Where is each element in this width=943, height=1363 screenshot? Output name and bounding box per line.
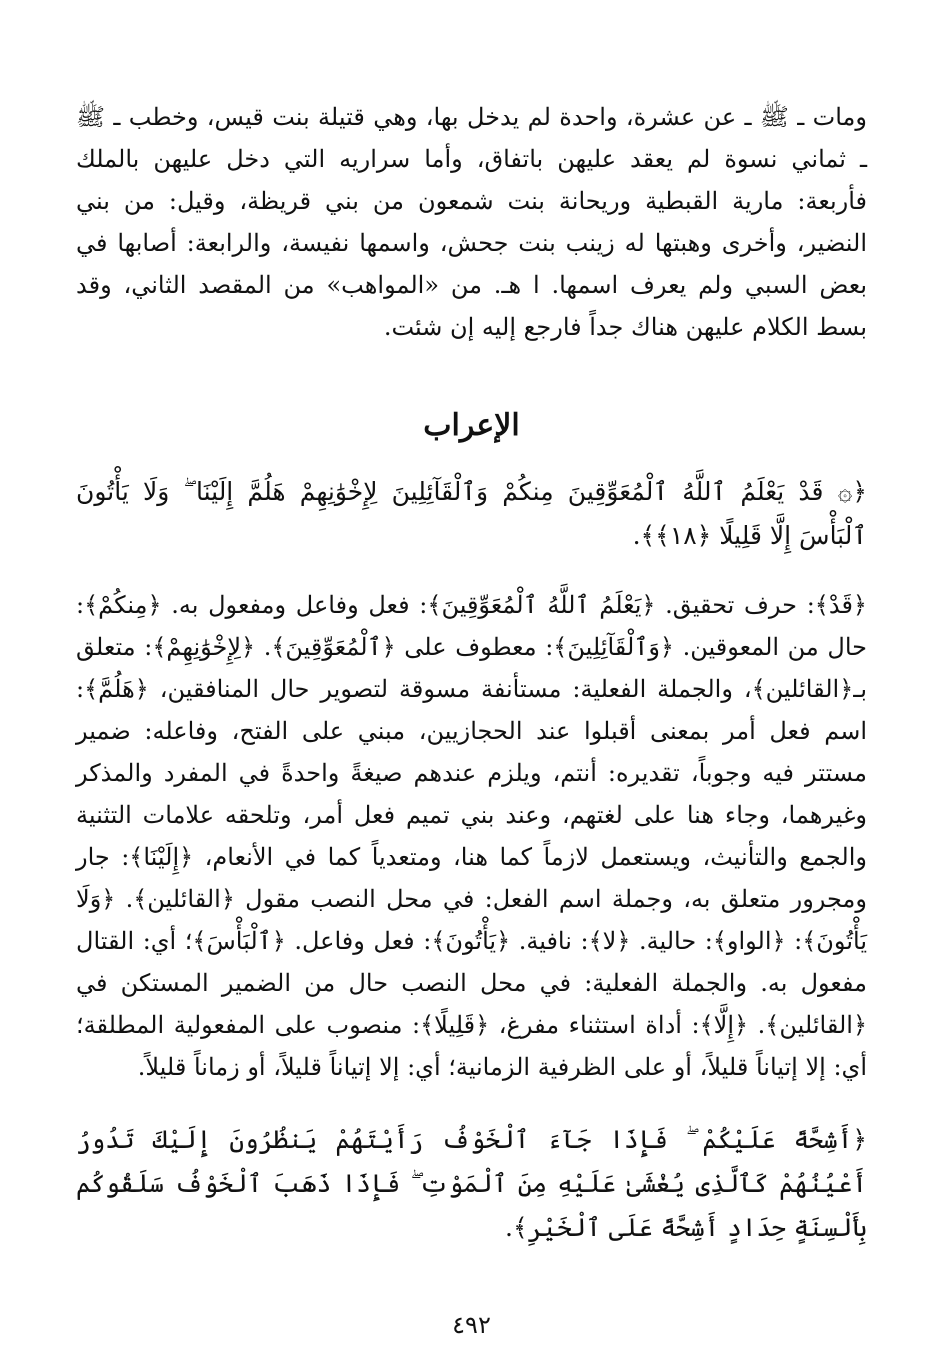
section-title: الإعراب — [423, 408, 520, 443]
irab-paragraph: ﴿قَدْ﴾: حرف تحقيق. ﴿يَعْلَمُ ٱللَّهُ ٱلْمُعَوِّقِينَ﴾: فعل وفاعل ومفعول به. ﴿مِنكُمْ﴾: حال من المعوقين. ﴿وَٱلْقَآئِلِينَ﴾: معطوف على ﴿ٱلْمُعَوِّقِينَ﴾. ﴿لِإِخْوَٰنِهِمْ﴾: متعلق بـ﴿القائلين﴾، والجملة الفعلية: مستأنفة مسوقة لتصوير حال المنافقين، ﴿هَلُمَّ﴾: اسم فعل أمر بمعنى أقبلوا عند الحجازيين، مبني على الفتح، وفاعله: ضمير مستتر فيه وجوباً، تقديره: أنتم، ويلزم عندهم صيغةً واحدةً في المفرد والمذكر وغيرهما، وجاء هنا على لغتهم، وعند بني تميم فعل أمر، وتلحقه علامات التثنية والجمع والتأنيث، ويستعمل لازماً كما هنا، ومتعدياً كما في الأنعام، ﴿إِلَيْنَا﴾: جار ومجرور متعلق به، وجملة اسم الفعل: في محل النصب مقول ﴿القائلين﴾. ﴿وَلَا يَأْتُونَ﴾: ﴿الواو﴾: حالية. ﴿لا﴾: نافية. ﴿يَأْتُونَ﴾: فعل وفاعل. ﴿ٱلْبَأْسَ﴾؛ أي: القتال مفعول به. والجملة الفعلية: في محل النصب حال من الضمير المستكن في ﴿القائلين﴾. ﴿إِلَّا﴾: أداة استثناء مفرغ، ﴿قَلِيلًا﴾: منصوب على المفعولية المطلقة؛ أي: إلا إتياناً قليلاً، أو على الظرفية الزمانية؛ أي: إلا إتياناً قليلاً، أو زماناً قليلاً. — [76, 591, 867, 1081]
quran-verse-1: ﴿۞ قَدْ يَعْلَمُ ٱللَّهُ ٱلْمُعَوِّقِينَ مِنكُمْ وَٱلْقَآئِلِينَ لِإِخْوَٰنِهِمْ هَلُمَّ إِلَيْنَا ۖ وَلَا يَأْتُونَ ٱلْبَأْسَ إِلَّا قَلِيلًا ﴿١٨﴾﴾. — [76, 477, 867, 550]
page-number: ٤٩٢ — [452, 1311, 491, 1339]
intro-paragraph: ومات ـ ﷺ ـ عن عشرة، واحدة لم يدخل بها، وهي قتيلة بنت قيس، وخطب ـ ﷺ ـ ثماني نسوة لم يعقد عليهن باتفاق، وأما سراريه التي دخل عليهن بالملك فأربعة: مارية القبطية وريحانة بنت شمعون من بني قريظة، وقيل: من بني النضير، وأخرى وهبتها له زينب بنت جحش، واسمها نفيسة، والرابعة: أصابها في بعض السبي ولم يعرف اسمها. ا هـ. من «المواهب» من المقصد الثاني، وقد بسط الكلام عليهن هناك جداً فارجع إليه إن شئت. — [76, 103, 867, 341]
book-page — [76, 92, 867, 1339]
quran-verse-2: ﴿أَشِحَّةً عَلَيْكُمْ ۖ فَإِذَا جَآءَ ٱلْخَوْفُ رَأَيْتَهُمْ يَنظُرُونَ إِلَيْكَ تَدُورُ أَعْيُنُهُمْ كَٱلَّذِى يُغْشَىٰ عَلَيْهِ مِنَ ٱلْمَوْتِ ۖ فَإِذَا ذَهَبَ ٱلْخَوْفُ سَلَقُوكُم بِأَلْسِنَةٍ حِدَادٍ أَشِحَّةً عَلَى ٱلْخَيْرِ﴾. — [76, 1125, 867, 1242]
